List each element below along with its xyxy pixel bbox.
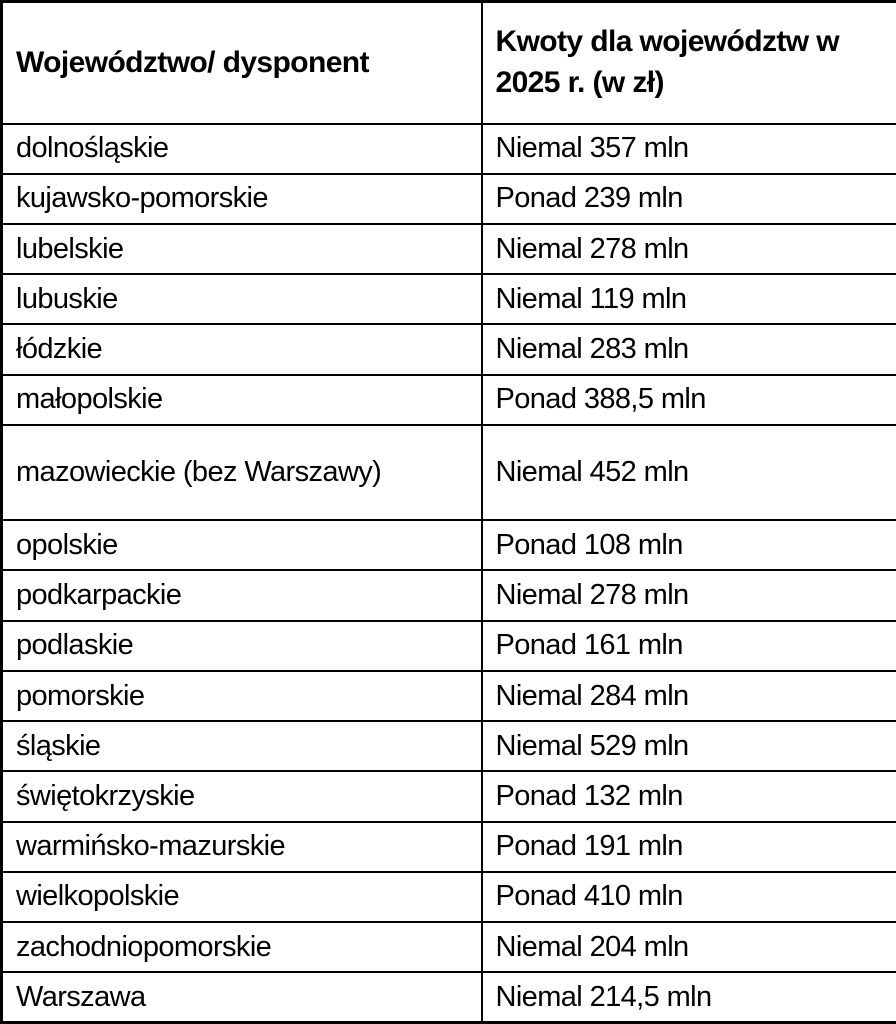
amount-cell: Ponad 108 mln <box>482 520 896 570</box>
amount-cell: Ponad 388,5 mln <box>482 375 896 425</box>
region-cell: kujawsko-pomorskie <box>2 174 482 224</box>
amount-cell: Niemal 529 mln <box>482 721 896 771</box>
table-row <box>2 375 896 425</box>
amount-cell: Ponad 191 mln <box>482 822 896 872</box>
amount-cell: Niemal 284 mln <box>482 671 896 721</box>
table-row <box>2 721 896 771</box>
amount-cell: Niemal 357 mln <box>482 124 896 174</box>
amount-cell: Niemal 283 mln <box>482 324 896 374</box>
region-cell: świętokrzyskie <box>2 771 482 821</box>
region-cell: mazowieckie (bez Warszawy) <box>2 425 482 520</box>
amount-cell: Niemal 452 mln <box>482 425 896 520</box>
region-cell: Warszawa <box>2 972 482 1022</box>
table-row <box>2 174 896 224</box>
region-cell: pomorskie <box>2 671 482 721</box>
table-row <box>2 822 896 872</box>
table-row <box>2 570 896 620</box>
region-cell: podkarpackie <box>2 570 482 620</box>
table-row <box>2 520 896 570</box>
table-row <box>2 621 896 671</box>
table-header <box>2 2 896 124</box>
table-row <box>2 124 896 174</box>
region-cell: łódzkie <box>2 324 482 374</box>
region-cell: warmińsko-mazurskie <box>2 822 482 872</box>
amount-cell: Ponad 410 mln <box>482 872 896 922</box>
region-cell: lubuskie <box>2 274 482 324</box>
table-row <box>2 425 896 520</box>
header-cell-region: Województwo/ dysponent <box>2 2 482 124</box>
amount-cell: Niemal 119 mln <box>482 274 896 324</box>
region-cell: dolnośląskie <box>2 124 482 174</box>
amount-cell: Ponad 161 mln <box>482 621 896 671</box>
amount-cell: Niemal 214,5 mln <box>482 972 896 1022</box>
table-row <box>2 224 896 274</box>
amount-cell: Ponad 239 mln <box>482 174 896 224</box>
table-row <box>2 872 896 922</box>
region-cell: wielkopolskie <box>2 872 482 922</box>
amount-cell: Niemal 278 mln <box>482 570 896 620</box>
region-cell: podlaskie <box>2 621 482 671</box>
table-row <box>2 771 896 821</box>
amount-cell: Niemal 278 mln <box>482 224 896 274</box>
amount-cell: Ponad 132 mln <box>482 771 896 821</box>
region-cell: lubelskie <box>2 224 482 274</box>
table-row <box>2 324 896 374</box>
region-cell: zachodniopomorskie <box>2 922 482 972</box>
table-row <box>2 671 896 721</box>
region-cell: małopolskie <box>2 375 482 425</box>
table-row <box>2 274 896 324</box>
table-row <box>2 922 896 972</box>
region-cell: śląskie <box>2 721 482 771</box>
header-cell-amount: Kwoty dla województw w 2025 r. (w zł) <box>482 2 896 124</box>
table-row <box>2 972 896 1022</box>
region-cell: opolskie <box>2 520 482 570</box>
table-body <box>2 124 896 1023</box>
header-row <box>2 2 896 124</box>
amount-cell: Niemal 204 mln <box>482 922 896 972</box>
